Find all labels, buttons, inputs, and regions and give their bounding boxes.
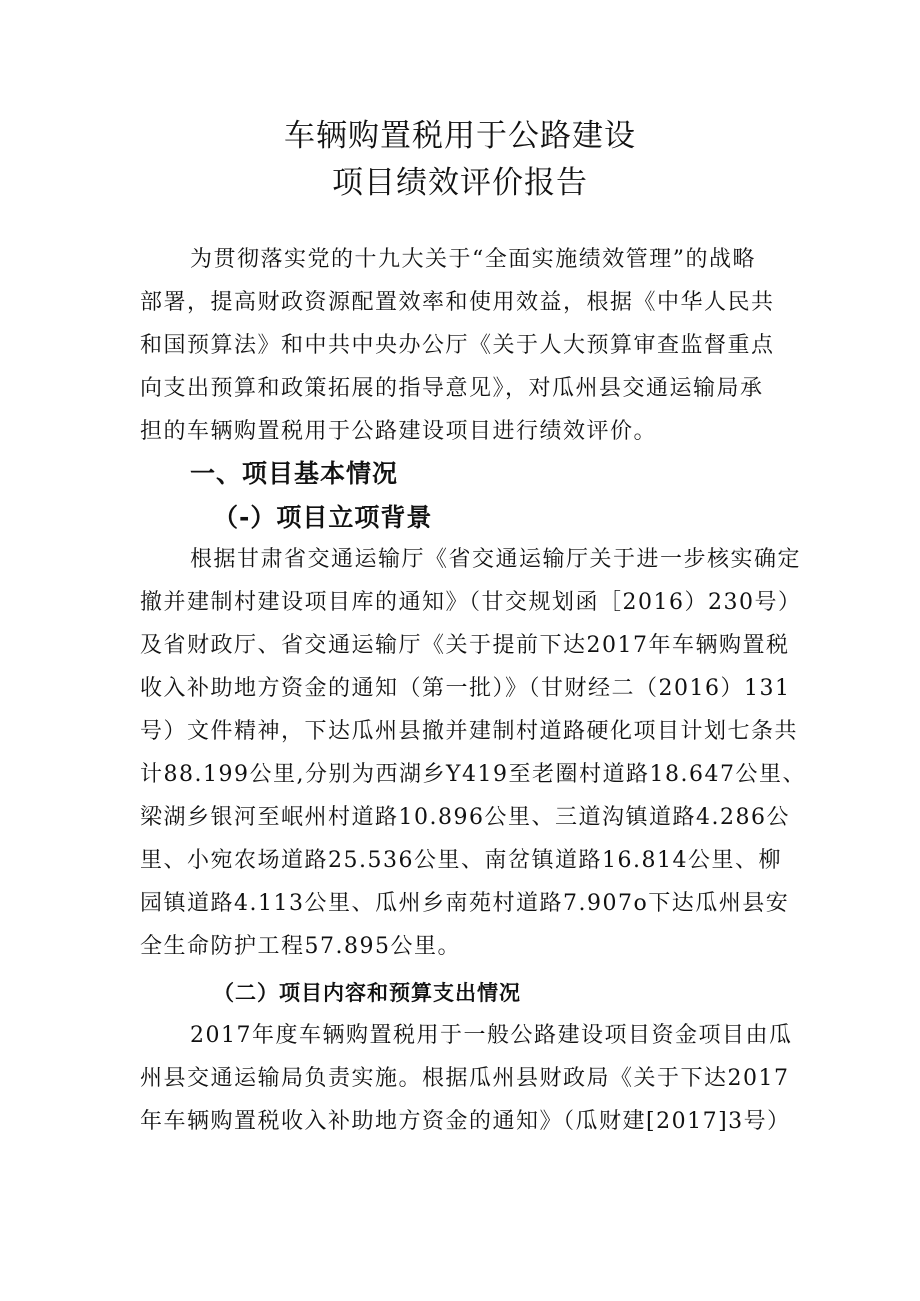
body-line: 年车辆购置税收入补助地方资金的通知》（瓜财建[2017]3号） — [140, 1109, 791, 1134]
section-heading-1: 一、项目基本情况 — [190, 459, 399, 488]
intro-line: 部署，提高财政资源配置效率和使用效益，根据《中华人民共 — [140, 290, 775, 315]
body-line: 梁湖乡银河至岷州村道路10.896公里、三道沟镇道路4.286公 — [140, 805, 790, 830]
intro-line: 向支出预算和政策拓展的指导意见》，对瓜州县交通运输局承 — [140, 376, 764, 401]
body-line: 2017年度车辆购置税用于一般公路建设项目资金项目由瓜 — [190, 1023, 793, 1048]
body-line: 号）文件精神，下达瓜州县撤并建制村道路硬化项目计划七条共 — [140, 719, 799, 744]
body-line: 根据甘肃省交通运输厅《省交通运输厅关于进一步核实确定 — [190, 547, 802, 572]
body-line: 园镇道路4.113公里、瓜州乡南苑村道路7.907o下达瓜州县安 — [140, 891, 790, 916]
section-heading-1-1: （-）项目立项背景 — [213, 503, 433, 532]
section-heading-1-2: （二）项目内容和预算支出情况 — [213, 981, 521, 1005]
document-title-line-2: 项目绩效评价报告 — [332, 165, 588, 201]
body-line: 里、小宛农场道路25.536公里、南岔镇道路16.814公里、柳 — [140, 848, 782, 873]
intro-line: 为贯彻落实党的十九大关于“全面实施绩效管理”的战略 — [190, 247, 756, 272]
body-line: 撤并建制村建设项目库的通知》（甘交规划函［2016）230号） — [140, 590, 802, 615]
intro-line: 担的车辆购置税用于公路建设项目进行绩效评价。 — [140, 419, 658, 444]
body-line: 收入补助地方资金的通知（第一批）》（甘财经二（2016）131 — [140, 676, 791, 701]
body-line: 全生命防护工程57.895公里。 — [140, 934, 461, 959]
body-line: 州县交通运输局负责实施。根据瓜州县财政局《关于下达2017 — [140, 1066, 790, 1091]
body-line: 及省财政厅、省交通运输厅《关于提前下达2017年车辆购置税 — [140, 633, 790, 658]
body-line: 计88.199公里,分别为西湖乡Y419至老圈村道路18.647公里、 — [140, 762, 806, 787]
intro-line: 和国预算法》和中共中央办公厅《关于人大预算审查监督重点 — [140, 333, 775, 358]
document-title-line-1: 车辆购置税用于公路建设 — [284, 118, 636, 154]
